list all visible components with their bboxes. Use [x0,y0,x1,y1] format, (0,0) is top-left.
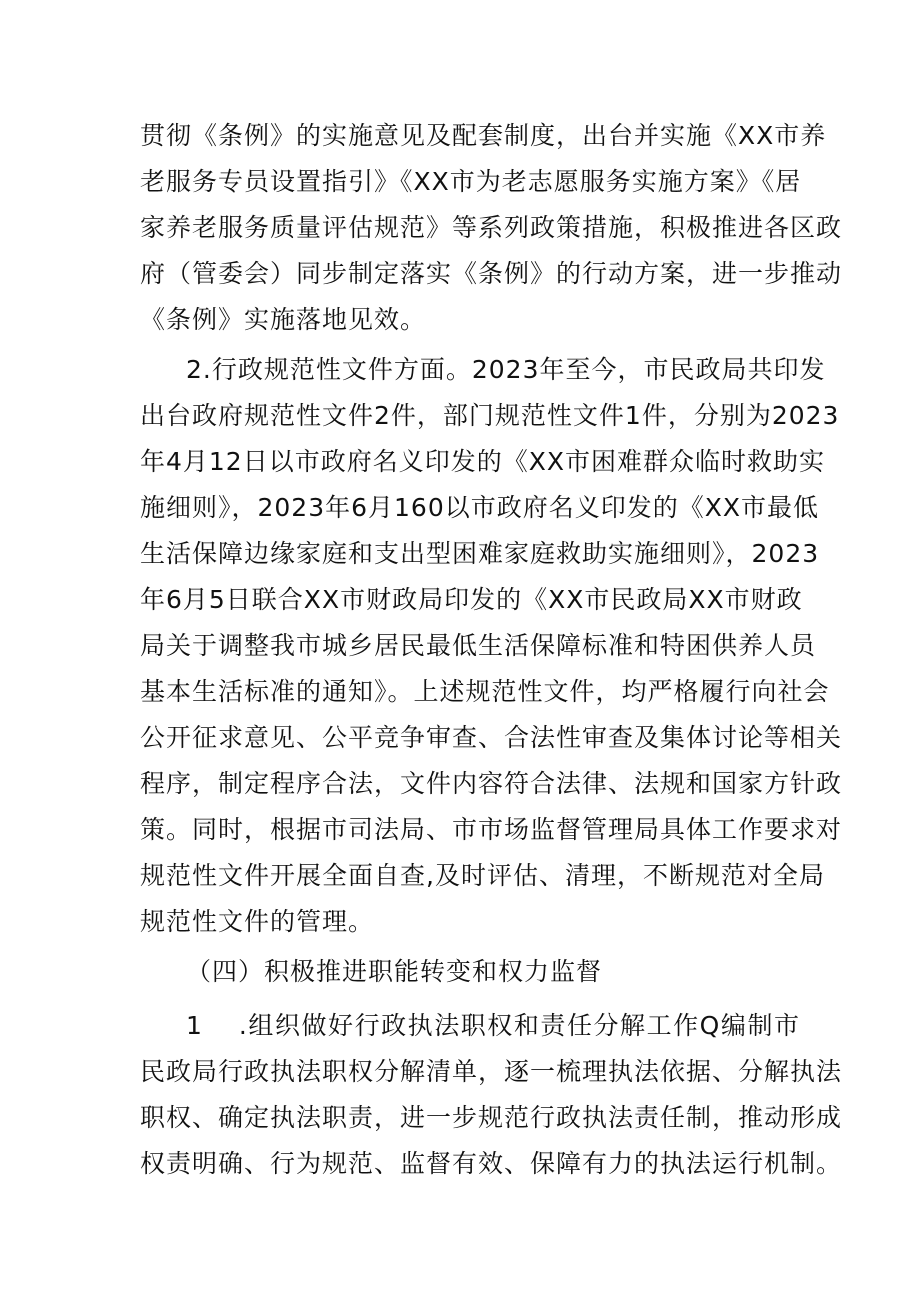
text-line: 民政局行政执法职权分解清单，逐一梳理执法依据、分解执法 [140,1057,843,1086]
text-line: 家养老服务质量评估规范》等系列政策措施，积极推进各区政 [140,213,843,242]
text-line-first [186,1008,800,1044]
text-line: 《条例》实施落地见效。 [140,305,427,334]
list-number: 1 [186,1011,203,1040]
text-line: 局关于调整我市城乡居民最低生活保障标准和特困供养人员 [140,631,817,660]
text-line: 程序，制定程序合法，文件内容符合法律、法规和国家方针政 [140,769,843,798]
text-line: 公开征求意见、公平竞争审查、合法性审查及集体讨论等相关 [140,723,843,752]
text-line: 出台政府规范性文件2件，部门规范性文件1件，分别为2023 [140,401,840,430]
text-line: 规范性文件的管理。 [140,907,375,936]
text-line: 2.行政规范性文件方面。2023年至今，市民政局共印发 [186,355,826,384]
text-line: 基本生活标准的通知》。上述规范性文件，均严格履行向社会 [140,677,830,706]
text-line: 规范性文件开展全面自查,及时评估、清理，不断规范对全局 [140,861,825,890]
text-line: 策。同时，根据市司法局、市市场监督管理局具体工作要求对 [140,815,843,844]
text-line: 年4月12日以市政府名义印发的《XX市困难群众临时救助实 [140,447,825,476]
text-line: 府（管委会）同步制定落实《条例》的行动方案，进一步推动 [140,259,843,288]
text-line: 职权、确定执法职责，进一步规范行政执法责任制，推动形成 [140,1103,843,1132]
text-line: 老服务专员设置指引》《XX市为老志愿服务实施方案》《居 [140,167,802,196]
text-line: 施细则》，2023年6月160以市政府名义印发的《XX市最低 [140,493,820,522]
text-line: 权责明确、行为规范、监督有效、保障有力的执法运行机制。 [140,1149,843,1178]
text-line: 贯彻《条例》的实施意见及配套制度，出台并实施《XX市养 [140,121,827,150]
section-heading: （四）积极推进职能转变和权力监督 [186,957,603,986]
first-line-text: .组织做好行政执法职权和责任分解工作Q编制市 [238,1011,800,1040]
text-line: 生活保障边缘家庭和支出型困难家庭救助实施细则》，2023 [140,539,820,568]
text-line: 年6月5日联合XX市财政局印发的《XX市民政局XX市财政 [140,585,803,614]
